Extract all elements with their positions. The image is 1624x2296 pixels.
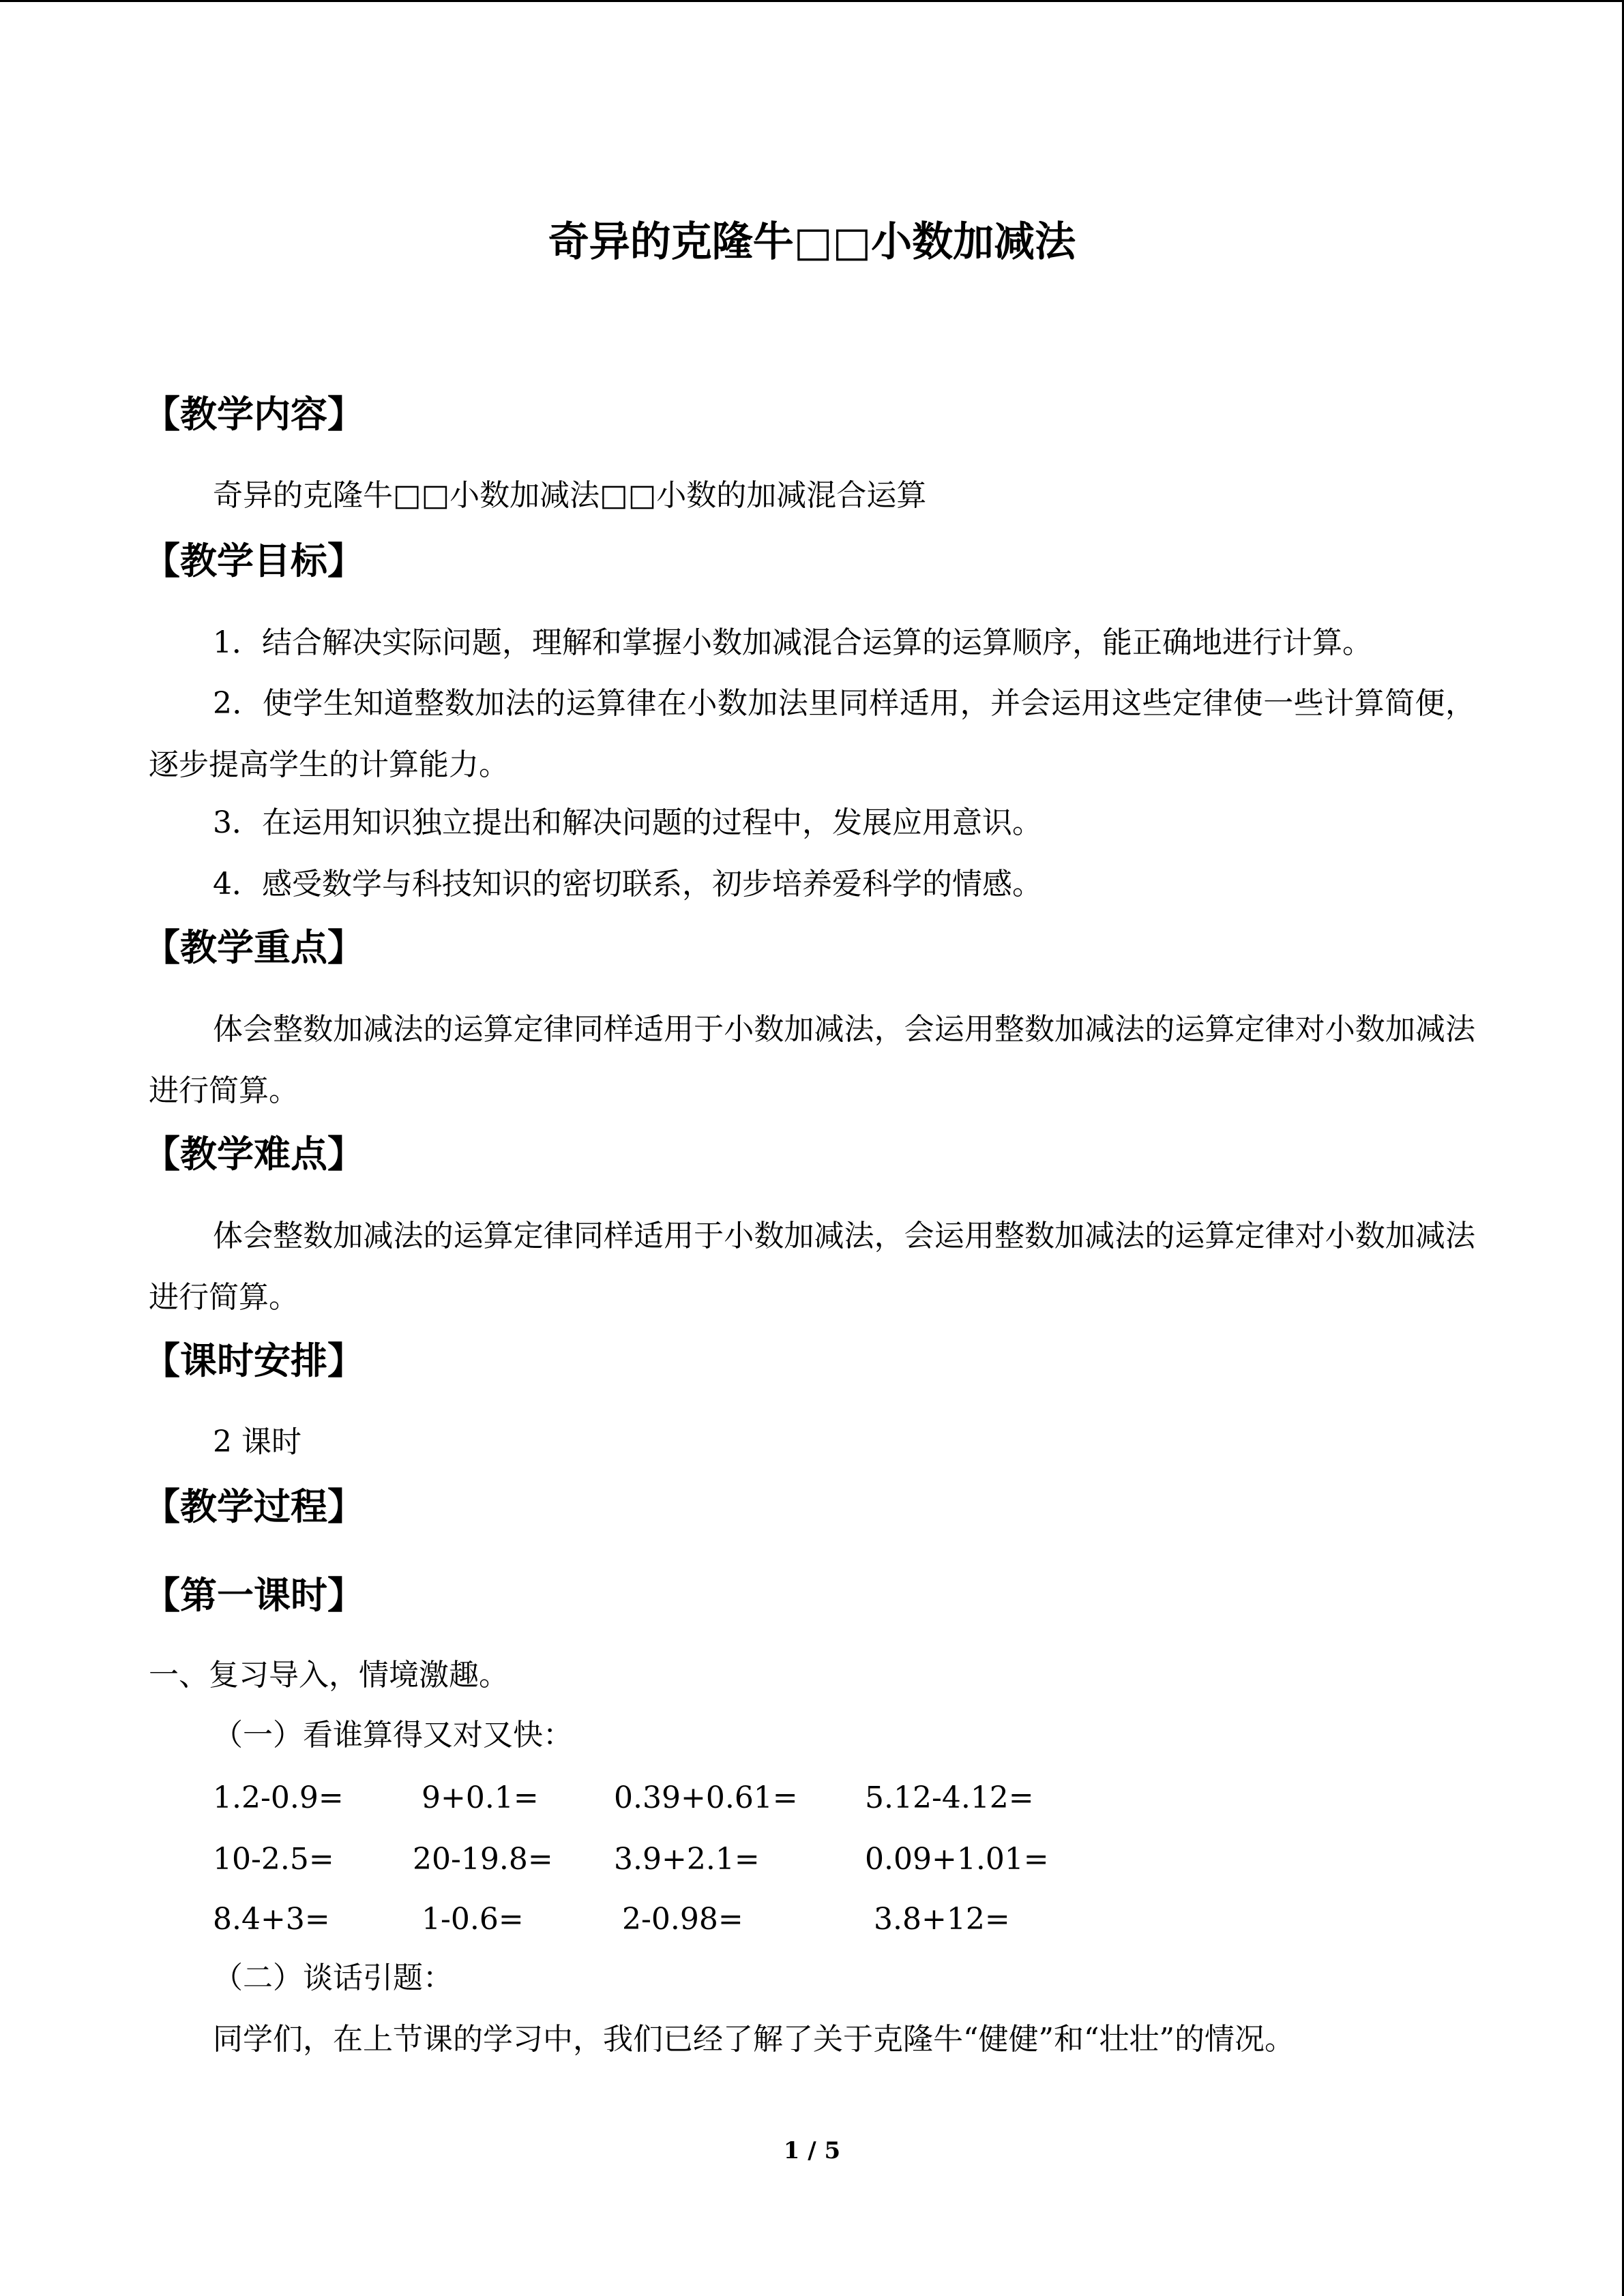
- teaching-content-text: 奇异的克隆牛□□小数加减法□□小数的加减混合运算: [213, 478, 927, 513]
- calc-r2-c4: 0.09+1.01=: [865, 1842, 1049, 1877]
- lesson-talk-text: 同学们，在上节课的学习中，我们已经了解了关于克隆牛“健健”和“壮壮”的情况。: [213, 2022, 1295, 2057]
- calc-r2-c1: 10-2.5=: [213, 1842, 334, 1877]
- calc-r1-c1: 1.2-0.9=: [213, 1780, 344, 1815]
- document-title: 奇异的克隆牛□□小数加减法: [548, 218, 1076, 266]
- heading-process: 【教学过程】: [143, 1485, 364, 1528]
- lesson-sub-1: （一）看谁算得又对又快：: [213, 1718, 573, 1753]
- key-points-text: 体会整数加减法的运算定律同样适用于小数加减法，会运用整数加减法的运算定律对小数加减法进行简算。: [149, 1012, 1475, 1108]
- lesson-sub-2: （二）谈话引题：: [213, 1960, 453, 1995]
- heading-lesson-1: 【第一课时】: [143, 1574, 364, 1617]
- calc-r3-c1: 8.4+3=: [213, 1902, 330, 1937]
- calc-r1-c2: 9+0.1=: [422, 1780, 539, 1815]
- heading-schedule: 【课时安排】: [143, 1339, 364, 1382]
- goal-item-3: 3．在运用知识独立提出和解决问题的过程中，发展应用意识。: [213, 805, 1042, 840]
- calc-r1-c3: 0.39+0.61=: [614, 1780, 798, 1815]
- difficulties-text: 体会整数加减法的运算定律同样适用于小数加减法，会运用整数加减法的运算定律对小数加减法进行简算。: [149, 1219, 1475, 1315]
- heading-teaching-content: 【教学内容】: [143, 393, 364, 436]
- goal-item-4: 4．感受数学与科技知识的密切联系，初步培养爱科学的情感。: [213, 867, 1042, 901]
- goal-item-1: 1．结合解决实际问题，理解和掌握小数加减混合运算的运算顺序，能正确地进行计算。: [213, 625, 1372, 660]
- heading-difficulties: 【教学难点】: [143, 1133, 364, 1176]
- heading-key-points: 【教学重点】: [143, 926, 364, 969]
- heading-teaching-goals: 【教学目标】: [143, 539, 364, 582]
- calc-r3-c3: 2-0.98=: [622, 1902, 743, 1937]
- schedule-text: 2 课时: [213, 1425, 301, 1459]
- calc-r3-c2: 1-0.6=: [422, 1902, 524, 1937]
- calc-r1-c4: 5.12-4.12=: [865, 1780, 1034, 1815]
- calc-r2-c2: 20-19.8=: [413, 1842, 553, 1877]
- calc-r3-c4: 3.8+12=: [874, 1902, 1010, 1937]
- goal-item-2: 2．使学生知道整数加法的运算律在小数加法里同样适用，并会运用这些定律使一些计算简便，逐步提高学生的计算能力。: [149, 686, 1475, 782]
- lesson-step-1: 一、复习导入，情境激趣。: [149, 1658, 509, 1693]
- page-number: 1 / 5: [783, 2137, 841, 2164]
- calc-r2-c3: 3.9+2.1=: [614, 1842, 760, 1877]
